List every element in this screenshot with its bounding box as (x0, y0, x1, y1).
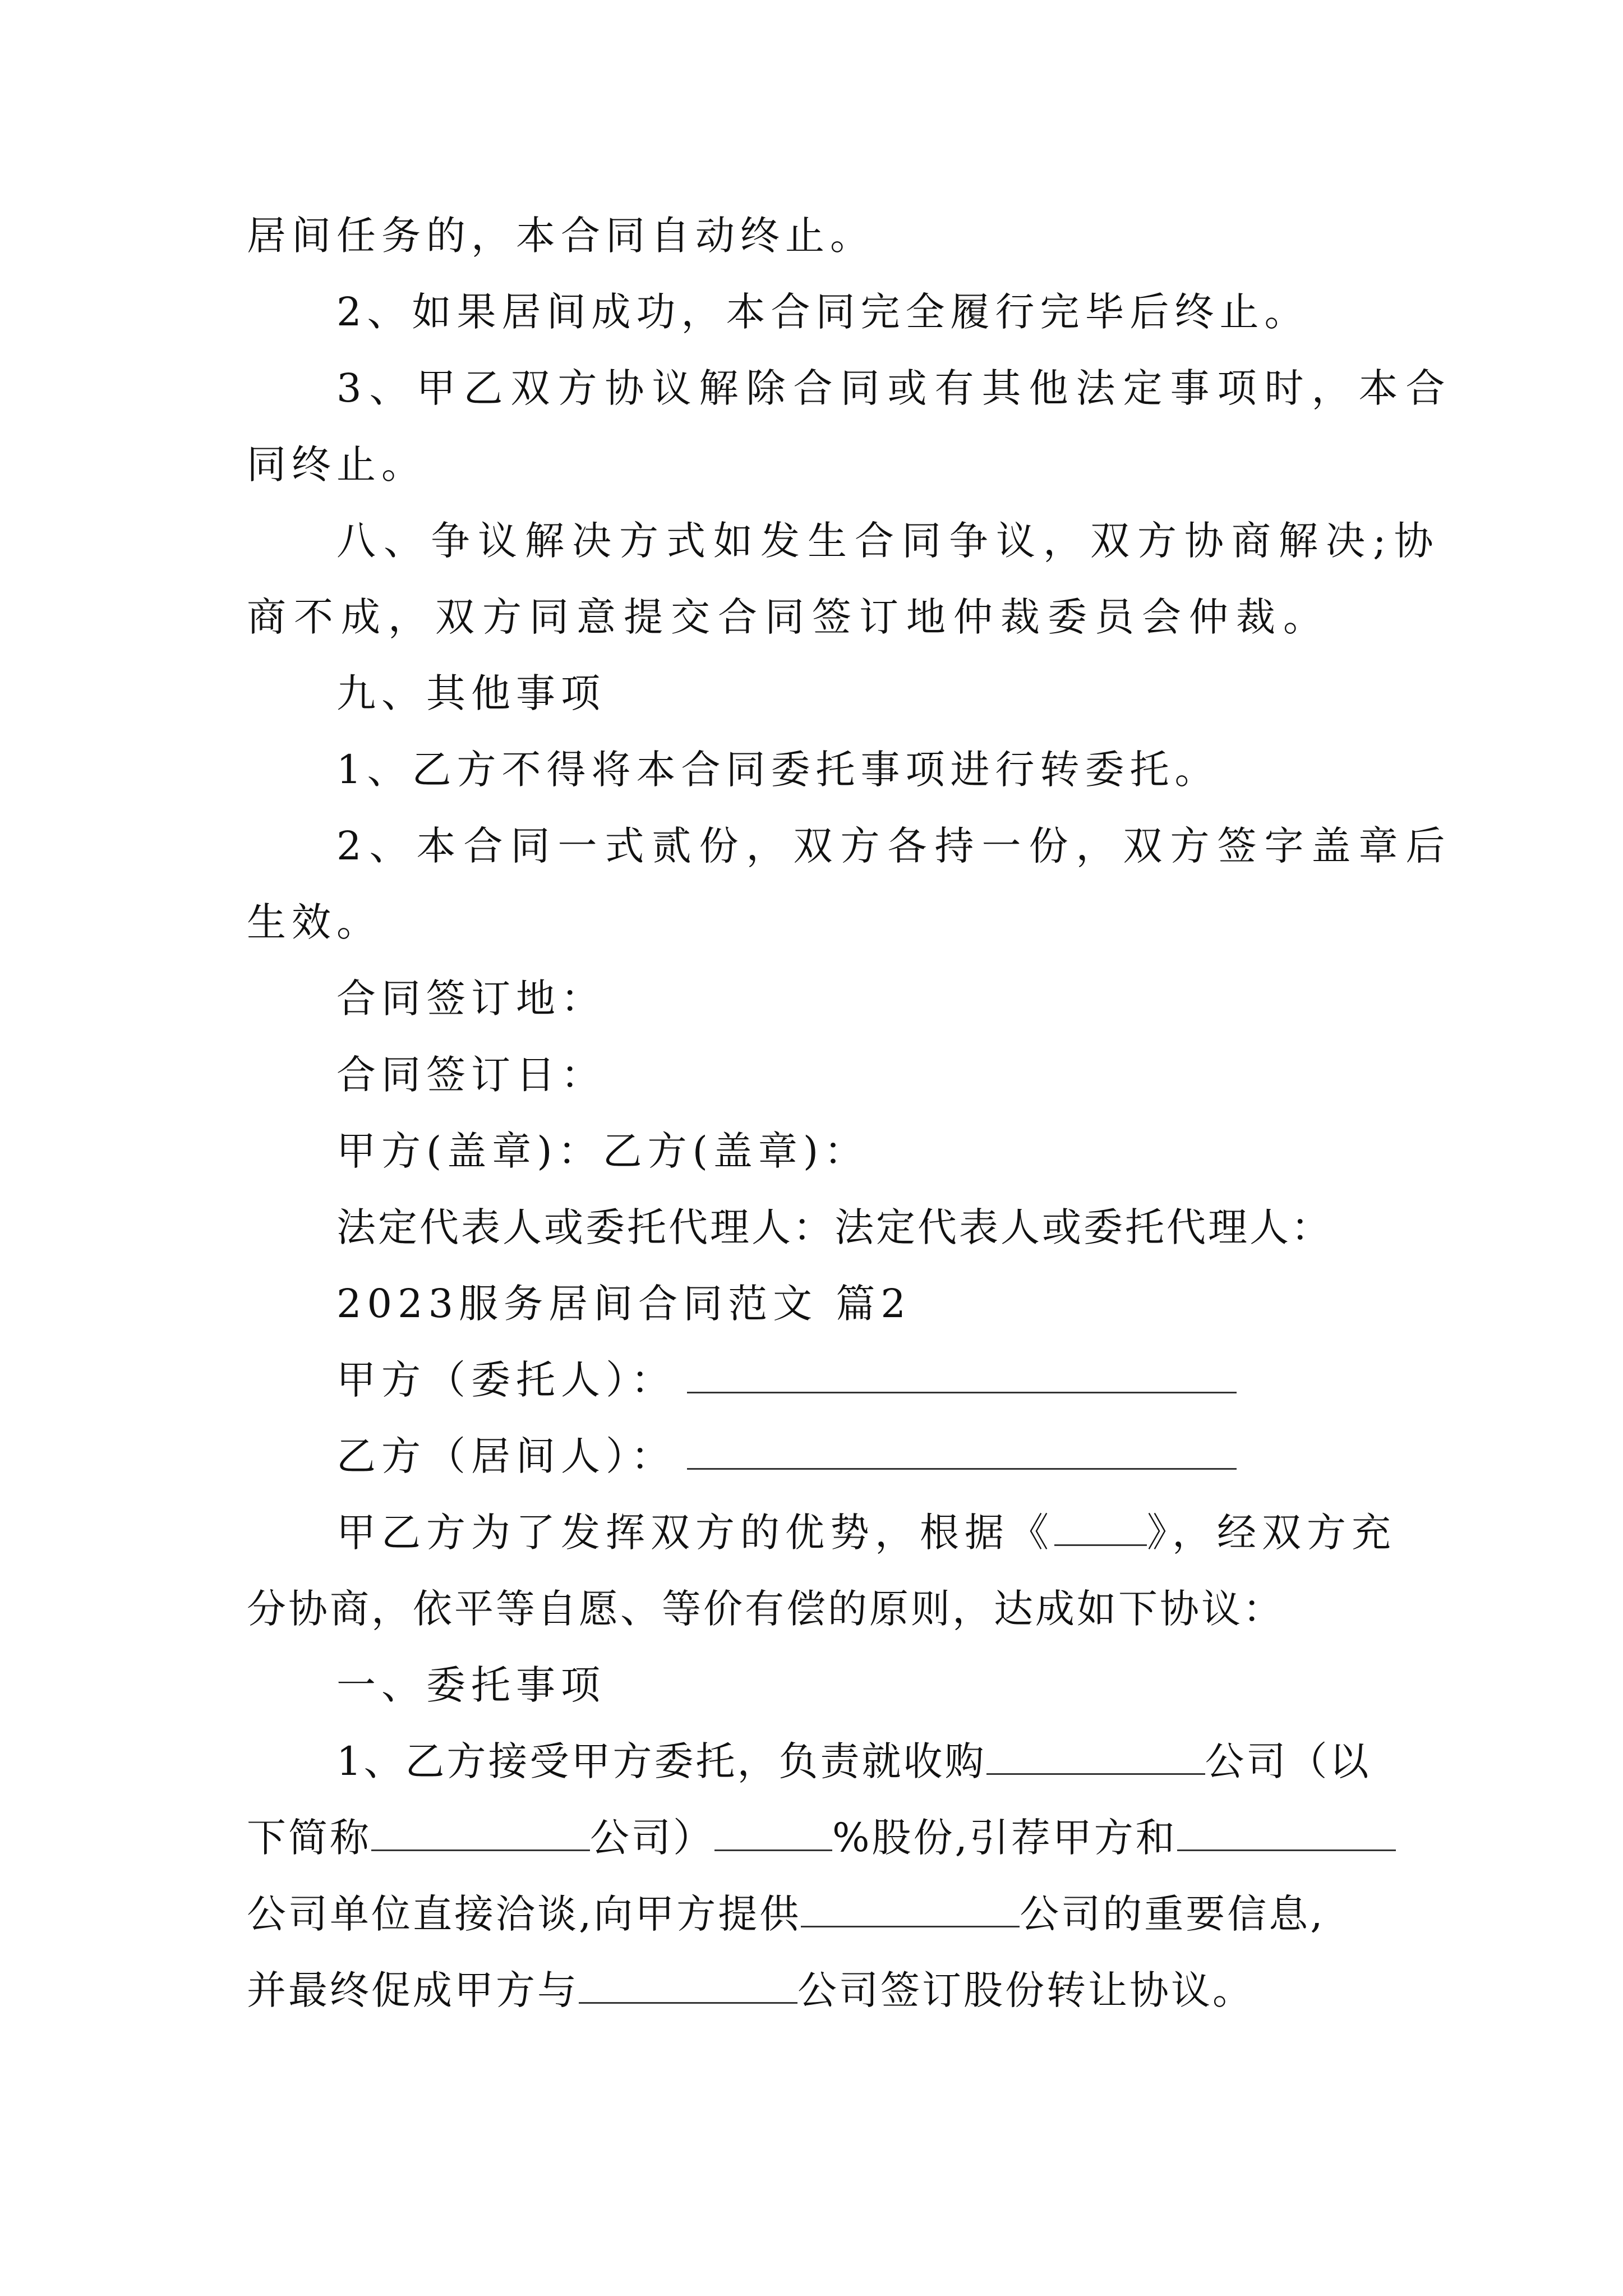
text-run: 居间任务的，本合同自动终止。 (247, 213, 875, 259)
paragraph-line (336, 284, 1385, 340)
paragraph-line (247, 1810, 1385, 1866)
text-run: 甲乙方为了发挥双方的优势，根据《 (336, 1510, 1054, 1556)
fill-blank (687, 1355, 1237, 1393)
paragraph-line (247, 1581, 1385, 1637)
seal-line (336, 1123, 1385, 1179)
paragraph-line (247, 436, 1385, 493)
text-run: 2、如果居间成功，本合同完全履行完毕后终止。 (336, 289, 1310, 335)
paragraph-line (247, 589, 1385, 645)
paragraph-line (336, 1504, 1396, 1561)
text-run: 2、本合同一式贰份，双方各持一份，双方签字盖章后 (336, 823, 1453, 869)
sign-place-label (336, 970, 1385, 1027)
fill-blank (687, 1431, 1237, 1470)
fill-blank (1054, 1507, 1147, 1546)
text-run: 一、委托事项 (336, 1662, 606, 1708)
text-run: 生效。 (247, 899, 381, 945)
text-run: %股份,引荐甲方和 (832, 1815, 1177, 1861)
text-run: 2023服务居间合同范文 篇2 (336, 1281, 911, 1327)
fill-blank (801, 1889, 1020, 1927)
document-title (336, 1276, 1385, 1332)
text-run: 1、乙方不得将本合同委托事项进行转委托。 (336, 747, 1220, 793)
paragraph-line (336, 513, 1441, 569)
fill-blank (986, 1736, 1205, 1775)
fill-blank (579, 1965, 797, 2004)
text-run: 分协商，依平等自愿、等价有偿的原则，达成如下协议： (247, 1586, 1284, 1632)
paragraph-line (247, 1962, 1385, 2018)
fill-blank (714, 1812, 832, 1851)
paragraph-line (247, 208, 1385, 264)
representative-line (336, 1199, 1385, 1255)
section-heading (336, 1657, 1385, 1713)
sign-date-label (336, 1047, 1385, 1103)
text-run: 公司签订股份转让协议。 (797, 1967, 1254, 2013)
text-run: 乙方（居间人）： (336, 1433, 676, 1479)
paragraph-line (336, 742, 1385, 798)
text-run: 公司） (590, 1815, 714, 1861)
text-run: 3、甲乙双方协议解除合同或有其他法定事项时，本合 (336, 365, 1453, 411)
paragraph-line (247, 1886, 1385, 1942)
fill-blank (371, 1812, 590, 1851)
paragraph-line (336, 1733, 1385, 1789)
party-b-line (336, 1428, 1385, 1484)
text-run: 商不成，双方同意提交合同签订地仲裁委员会仲裁。 (247, 594, 1330, 640)
paragraph-line (336, 818, 1453, 874)
text-run: 八、争议解决方式如发生合同争议，双方协商解决;协 (336, 518, 1441, 564)
text-run: 并最终促成甲方与 (247, 1967, 579, 2013)
text-run: 甲方（委托人）： (336, 1357, 676, 1403)
paragraph-line (247, 894, 1385, 950)
text-run: 公司单位直接洽谈,向甲方提供 (247, 1891, 801, 1937)
text-run: 公司的重要信息, (1020, 1891, 1325, 1937)
text-run: 法定代表人或委托代理人：法定代表人或委托代理人： (336, 1204, 1332, 1250)
text-run: 下简称 (247, 1815, 371, 1861)
paragraph-line (336, 360, 1453, 416)
text-run: 合同签订日： (336, 1052, 606, 1098)
text-run: 九、其他事项 (336, 670, 606, 716)
text-run: 公司（以 (1205, 1738, 1371, 1784)
text-run: 合同签订地： (336, 976, 606, 1022)
text-run: 同终止。 (247, 441, 426, 487)
party-a-line (336, 1352, 1385, 1408)
fill-blank (1177, 1812, 1396, 1851)
text-run: 甲方(盖章)：乙方(盖章)： (336, 1128, 869, 1174)
text-run: 1、乙方接受甲方委托，负责就收购 (336, 1738, 986, 1784)
section-heading (336, 665, 1385, 721)
text-run: 》，经双方充 (1147, 1510, 1396, 1556)
